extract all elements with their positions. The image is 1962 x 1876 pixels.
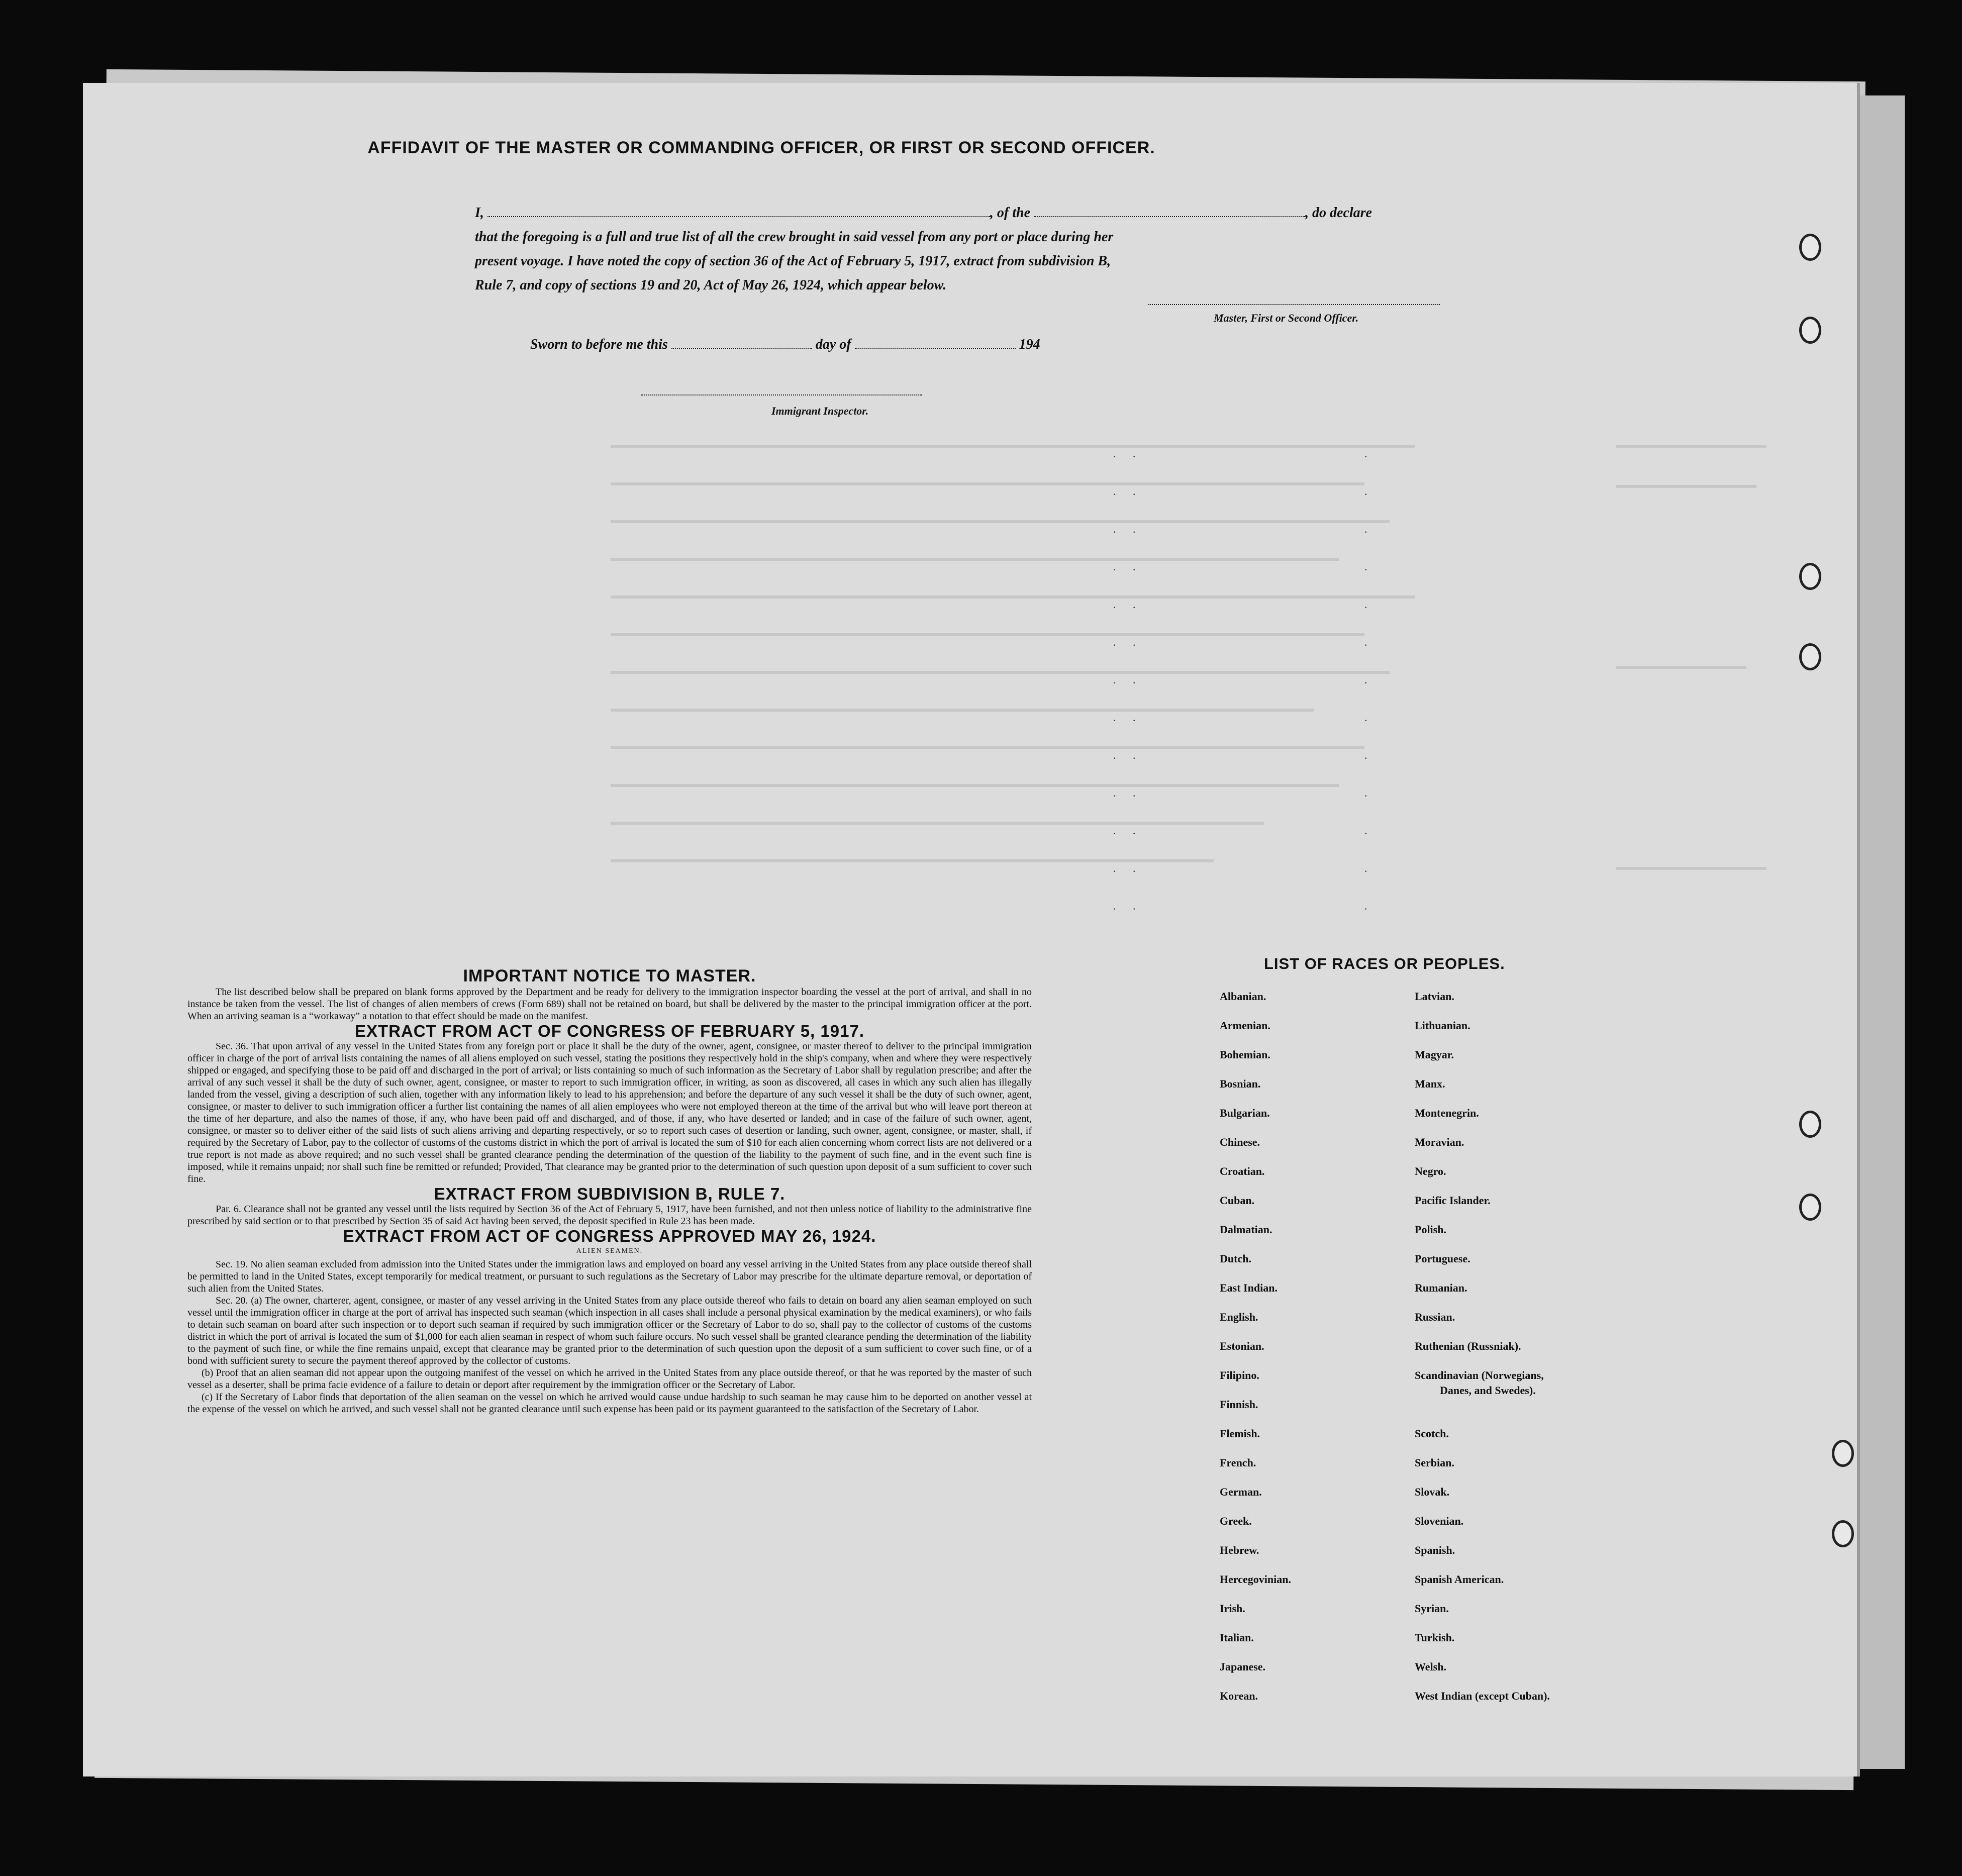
race-item: Polish. — [1415, 1223, 1446, 1236]
binder-hole — [1799, 317, 1821, 344]
race-item: Bulgarian. — [1220, 1107, 1270, 1119]
sworn-text: Sworn to before me this — [530, 337, 668, 352]
race-item: Portuguese. — [1415, 1252, 1470, 1265]
extract-rule7-title: EXTRACT FROM SUBDIVISION B, RULE 7. — [434, 1184, 786, 1203]
form-page — [83, 83, 1860, 1776]
section-19-text: Sec. 19. No alien seaman excluded from admission into the United States under the immigration laws and employed on board any vessel arriving in the United States from any place outside thereof shall be permitted to land in the United States, except temporarily for medical treatment, or pursuant to such regulations as the Secretary of Labor may prescribe for the ultimate departure removal, or deportation of such alien from the United States. — [187, 1259, 1032, 1294]
race-item: Pacific Islander. — [1415, 1194, 1491, 1207]
bleed-through-row — [611, 822, 1264, 825]
extract-1917-text: Sec. 36. That upon arrival of any vessel in the United States from any foreign port or place it shall be the duty of the owner, agent, consignee, or master thereof to deliver to the principal immigration officer in charge of the port of arrival lists containing the names of all aliens employed on such vessel, stating the positions they respectively hold in the ship's company, when and where they were respectively shipped or engaged, and specifying those to be paid off and discharged in the port of arrival; or lists containing so much of such information as the Secretary of Labor shall by regulation prescribe; and after the arrival of any such vessel it shall be the duty of such owner, agent, consignee, or master to report to such immigration officer, in writing, as soon as discovered, all cases in which any such alien has illegally landed from the vessel, giving a description of such alien, together with any information likely to lead to his apprehension; and before the departure of any such vessel it shall be the duty of such owner, agent, consignee, or master to deliver to such immigration officer a further list containing the names of all alien employees who were not employed thereon at the time of the arrival but who will leave port thereon at the time of her departure, and also the names of those, if any, who have been paid off and discharged, and of those, if any, who have deserted or landed; and in case of the failure of such owner, agent, consignee, or master so to deliver either of the said lists of such aliens arriving and departing respectively, or so to report such cases of desertion or landing, such owner, agent, consignee, or master, shall, if required by the Secretary of Labor, pay to the collector of customs of the customs district in which the port of arrival is located the sum of $10 for each alien concerning whom correct lists are not delivered or a true report is not made as above required; and no such vessel shall be granted clearance pending the determination of the question of the liability to the payment of such fine, and in the event such fine is imposed, while it remains unpaid; nor shall such fine be remitted or refunded; Provided, That clearance may be granted prior to the determination of such question upon deposit of a sum sufficient to cover such fine. — [187, 1041, 1032, 1184]
notice-section — [187, 966, 1032, 1415]
extract-rule7-text: Par. 6. Clearance shall not be granted any vessel until the lists required by Section 36 of the Act of February 5, 1917, have been furnished, and not then unless notice of liability to the administrative fine prescribed by said section or to that prescribed by Section 35 of said Act having been served, the deposit specified in Rule 23 has been made. — [187, 1204, 1032, 1227]
sworn-year: 194 — [1019, 337, 1040, 352]
section-20b-text: (b) Proof that an alien seaman did not appear upon the outgoing manifest of the vessel on which he arrived in the United States from any place outside thereof, or that he was reported by the master of such vessel as a deserter, shall be prima facie evidence of a failure to detain or deport after requirement by the immigration officer or the Secretary of Labor. — [187, 1367, 1032, 1391]
bleed-through-row — [1616, 666, 1746, 669]
affidavit-title: AFFIDAVIT OF THE MASTER OR COMMANDING OFFICER, OR FIRST OR SECOND OFFICER. — [367, 138, 1155, 157]
race-item: Filipino. — [1220, 1369, 1259, 1381]
bleed-through-row — [611, 709, 1314, 712]
master-signature-label: Master, First or Second Officer. — [1214, 312, 1359, 324]
races-list-title: LIST OF RACES OR PEOPLES. — [1264, 955, 1505, 972]
race-item: Serbian. — [1415, 1456, 1454, 1469]
affidavit-text: that the foregoing is a full and true list of all the crew brought in said vessel from any port or place during her — [475, 229, 1114, 245]
race-item: Greek. — [1220, 1515, 1252, 1527]
race-item: East Indian. — [1220, 1281, 1278, 1294]
race-item: Dutch. — [1220, 1252, 1251, 1265]
race-item: English. — [1220, 1311, 1258, 1323]
binder-hole — [1799, 563, 1821, 590]
bleed-through-row — [1616, 867, 1767, 870]
race-item: German. — [1220, 1486, 1262, 1498]
affidavit-statement — [475, 201, 1530, 298]
race-item: West Indian (except Cuban). — [1415, 1690, 1550, 1702]
bleed-through-row — [611, 596, 1415, 599]
race-item: Cuban. — [1220, 1194, 1255, 1207]
race-item: Scandinavian (Norwegians, — [1415, 1369, 1544, 1381]
bleed-through-row — [611, 746, 1364, 749]
race-item: Estonian. — [1220, 1340, 1264, 1352]
bleed-through-row — [611, 671, 1390, 674]
binder-hole — [1832, 1440, 1854, 1467]
extract-1924-subtitle: ALIEN SEAMEN. — [576, 1247, 643, 1255]
affidavit-text: , do declare — [1305, 205, 1372, 221]
race-item: Finnish. — [1220, 1398, 1258, 1411]
bleed-through-row — [1616, 445, 1767, 448]
race-item: Italian. — [1220, 1631, 1254, 1644]
race-item: Syrian. — [1415, 1602, 1449, 1615]
master-signature-line[interactable] — [1148, 304, 1440, 305]
race-item: Bosnian. — [1220, 1077, 1261, 1090]
extract-1924-title: EXTRACT FROM ACT OF CONGRESS APPROVED MAY 26, 1924. — [343, 1227, 876, 1245]
race-item: Manx. — [1415, 1077, 1445, 1090]
race-item: Welsh. — [1415, 1660, 1446, 1673]
race-item: French. — [1220, 1456, 1256, 1469]
binder-hole — [1799, 1194, 1821, 1221]
race-item: Slovak. — [1415, 1486, 1450, 1498]
extract-1917-title: EXTRACT FROM ACT OF CONGRESS OF FEBRUARY 5, 1917. — [354, 1022, 865, 1040]
dot-column: . . . . . . . . . . . . . . . . . . . . . . . . . . — [1113, 447, 1143, 912]
race-item: Magyar. — [1415, 1048, 1454, 1061]
race-item: Albanian. — [1220, 990, 1266, 1003]
race-item: Dalmatian. — [1220, 1223, 1272, 1236]
race-item: Russian. — [1415, 1311, 1455, 1323]
affidavit-text: present voyage. I have noted the copy of section 36 of the Act of February 5, 1917, extract from subdivision B, — [475, 253, 1111, 269]
affidavit-text: , of the — [990, 205, 1031, 221]
race-item: Spanish American. — [1415, 1573, 1504, 1586]
dot-column: . . . . . . . . . . . . . — [1364, 447, 1375, 912]
section-20a-text: Sec. 20. (a) The owner, charterer, agent, consignee, or master of any vessel arriving in the United States from any place outside thereof who fails to detain on board any alien seaman employed on such vessel until the immigration officer in charge at the port of arrival has inspected such seaman (which inspection in all cases shall include a personal physical examination by the medical examiners), or who fails to detain such seaman on board after such inspection or to deport such seaman if required by such immigration officer or the Secretary of Labor to do so, shall pay to the collector of customs of the customs district in which the port of arrival is located the sum of $1,000 for each alien seaman in respect of whom such failure occurs. No such vessel shall be granted clearance pending the determination of the liability to the payment of such fine, or while the fine remains unpaid, except that clearance may be granted prior to the determination of such question upon the deposit of a sum sufficient to cover such fine, or of a bond with sufficient surety to secure the payment thereof approved by the collector of customs. — [187, 1295, 1032, 1366]
race-item: Danes, and Swedes). — [1440, 1384, 1536, 1397]
bleed-through-row — [611, 520, 1390, 523]
race-item: Chinese. — [1220, 1136, 1260, 1148]
race-item: Irish. — [1220, 1602, 1245, 1615]
bleed-through-row — [611, 445, 1415, 448]
race-item: Lithuanian. — [1415, 1019, 1470, 1032]
race-item: Korean. — [1220, 1690, 1258, 1702]
race-item: Slovenian. — [1415, 1515, 1464, 1527]
binder-hole — [1799, 643, 1821, 670]
race-item: Scotch. — [1415, 1427, 1449, 1440]
notice-text: The list described below shall be prepared on blank forms approved by the Department and be ready for delivery to the immigration inspector boarding the vessel at the port of arrival, and shall in no instance be taken from the vessel. The list of changes of alien members of crews (Form 689) shall not be retained on board, but shall be delivered by the master to the principal immigration officer at the port. When an arriving seaman is a “workaway” a notation to that effect should be made on the manifest. — [187, 986, 1032, 1022]
notice-title: IMPORTANT NOTICE TO MASTER. — [463, 966, 756, 985]
race-item: Ruthenian (Russniak). — [1415, 1340, 1521, 1352]
race-item: Flemish. — [1220, 1427, 1260, 1440]
race-item: Spanish. — [1415, 1544, 1455, 1556]
race-item: Hercegovinian. — [1220, 1573, 1291, 1586]
race-item: Turkish. — [1415, 1631, 1455, 1644]
sworn-day-blank[interactable] — [671, 337, 812, 349]
bleed-through-row — [611, 558, 1339, 561]
race-item: Croatian. — [1220, 1165, 1265, 1177]
race-item: Montenegrin. — [1415, 1107, 1479, 1119]
sworn-line — [530, 337, 1040, 353]
bleed-through-row — [611, 784, 1339, 787]
inspector-signature-label: Immigrant Inspector. — [771, 405, 869, 417]
binder-hole — [1799, 234, 1821, 261]
vessel-blank[interactable] — [1034, 205, 1305, 217]
race-item: Hebrew. — [1220, 1544, 1259, 1556]
inspector-signature-line[interactable] — [641, 394, 922, 396]
name-blank[interactable] — [487, 205, 990, 217]
sworn-month-blank[interactable] — [855, 337, 1016, 349]
sworn-text: day of — [815, 337, 851, 352]
bleed-through-row — [611, 482, 1364, 485]
race-item: Moravian. — [1415, 1136, 1464, 1148]
affidavit-text: I, — [475, 205, 484, 221]
race-item: Armenian. — [1220, 1019, 1270, 1032]
race-item: Japanese. — [1220, 1660, 1266, 1673]
affidavit-text: Rule 7, and copy of sections 19 and 20, Act of May 26, 1924, which appear below. — [475, 277, 947, 293]
race-item: Latvian. — [1415, 990, 1454, 1003]
binder-hole — [1799, 1111, 1821, 1138]
section-20c-text: (c) If the Secretary of Labor finds that deportation of the alien seaman on the vessel on which he arrived would cause undue hardship to such seaman he may cause him to be deported on another vessel at the expense of the vessel on which he arrived, and such vessel shall not be granted clearance until such expense has been paid or its payment guaranteed to the satisfaction of the Secretary of Labor. — [187, 1392, 1032, 1415]
bleed-through-row — [611, 633, 1364, 636]
race-item: Rumanian. — [1415, 1281, 1467, 1294]
race-item: Bohemian. — [1220, 1048, 1270, 1061]
binder-hole — [1832, 1520, 1854, 1547]
bleed-through-row — [1616, 485, 1756, 488]
race-item: Negro. — [1415, 1165, 1446, 1177]
